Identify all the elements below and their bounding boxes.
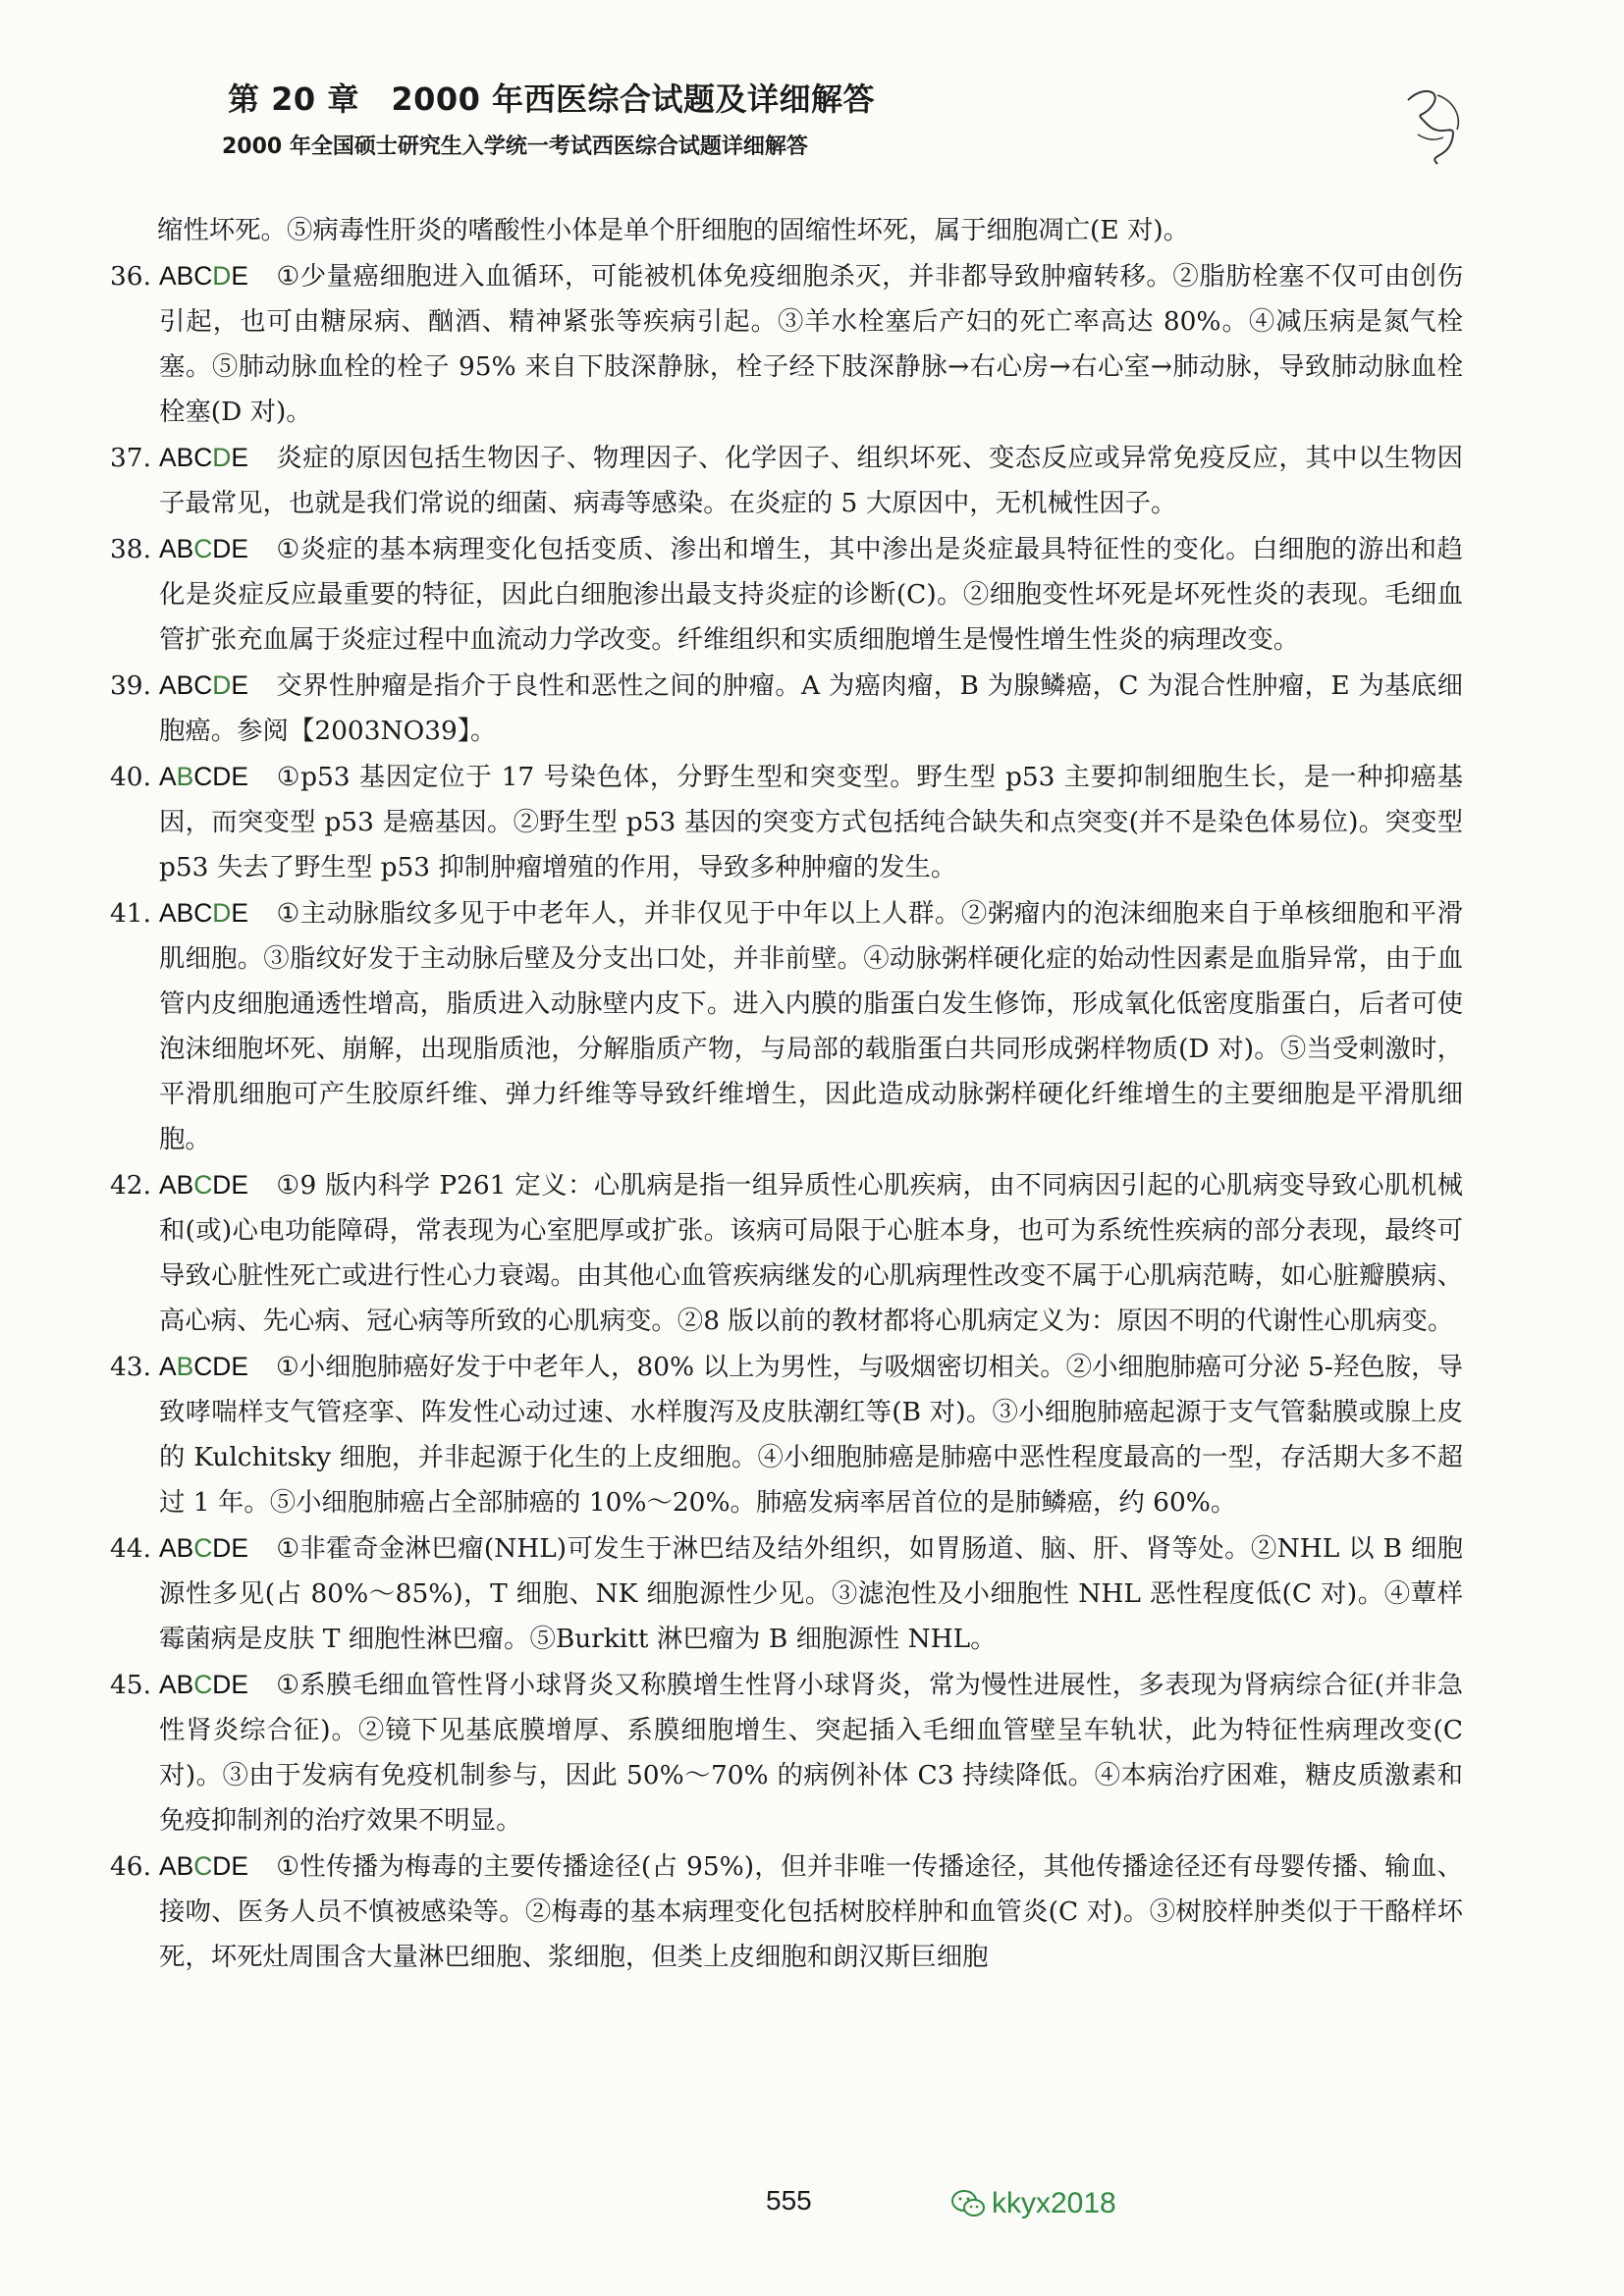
page-header bbox=[222, 75, 1406, 160]
option-letter: E bbox=[231, 670, 248, 700]
option-letter: A bbox=[159, 670, 177, 700]
answer-entry bbox=[110, 1662, 1463, 1843]
question-number: 45. bbox=[110, 1670, 151, 1700]
answer-options bbox=[159, 1851, 248, 1881]
answer-entry bbox=[110, 253, 1463, 435]
option-letter: C bbox=[193, 762, 213, 791]
option-letter: E bbox=[231, 1670, 248, 1699]
option-letter: A bbox=[159, 1352, 177, 1381]
correct-option: B bbox=[176, 1352, 194, 1381]
question-number: 43. bbox=[110, 1352, 151, 1382]
question-number: 40. bbox=[110, 762, 151, 792]
option-letter: E bbox=[231, 534, 248, 563]
answer-options bbox=[159, 443, 248, 472]
option-letter: B bbox=[176, 1170, 194, 1200]
question-number: 39. bbox=[110, 670, 151, 701]
answer-options bbox=[159, 1670, 248, 1699]
option-letter: A bbox=[159, 762, 177, 791]
question-number: 44. bbox=[110, 1533, 151, 1564]
option-letter: A bbox=[159, 1670, 177, 1699]
chapter-title: 第 20 章 2000 年西医综合试题及详细解答 bbox=[228, 80, 876, 118]
exam-subtitle: 2000 年全国硕士研究生入学统一考试西医综合试题详细解答 bbox=[222, 134, 808, 159]
answer-entry bbox=[110, 435, 1463, 526]
explanation-text: 交界性肿瘤是指介于良性和恶性之间的肿瘤。A 为癌肉瘤，B 为腺鳞癌，C 为混合性肿瘤，E 为基底细胞癌。参阅【2003NO39】。 bbox=[159, 670, 1463, 746]
correct-option: C bbox=[193, 1170, 213, 1200]
option-letter: D bbox=[212, 762, 232, 791]
explanation-text: ①炎症的基本病理变化包括变质、渗出和增生，其中渗出是炎症最具特征性的变化。白细胞的游出和趋化是炎症反应最重要的特征，因此白细胞渗出最支持炎症的诊断(C)。②细胞变性坏死是坏死性炎的表现。毛细血管扩张充血属于炎症过程中血流动力学改变。纤维组织和实质细胞增生是慢性增生性炎的病理改变。 bbox=[159, 534, 1463, 655]
question-number: 46. bbox=[110, 1851, 151, 1882]
wechat-icon bbox=[950, 2189, 986, 2218]
option-letter: D bbox=[212, 1533, 232, 1563]
option-letter: B bbox=[176, 1533, 194, 1563]
answer-options bbox=[159, 534, 248, 563]
explanation-text: 炎症的原因包括生物因子、物理因子、化学因子、组织坏死、变态反应或异常免疫反应，其中以生物因子最常见，也就是我们常说的细菌、病毒等感染。在炎症的 5 大原因中，无机械性因子。 bbox=[159, 443, 1463, 518]
explanation-text: ①少量癌细胞进入血循环，可能被机体免疫细胞杀灭，并非都导致肿瘤转移。②脂肪栓塞不仅可由创伤引起，也可由糖尿病、酗酒、精神紧张等疾病引起。③羊水栓塞后产妇的死亡率高达 80%。④减压病是氮气栓塞。⑤肺动脉血栓的栓子 95% 来自下肢深静脉，栓子经下肢深静脉→右心房→右心室→肺动脉，导致肺动脉血栓栓塞(D 对)。 bbox=[159, 261, 1463, 427]
option-letter: D bbox=[212, 1352, 232, 1381]
option-letter: E bbox=[231, 1851, 248, 1881]
correct-option: D bbox=[212, 261, 232, 291]
option-letter: D bbox=[212, 1170, 232, 1200]
correct-option: C bbox=[193, 1533, 213, 1563]
question-number: 38. bbox=[110, 534, 151, 564]
correct-option: D bbox=[212, 670, 232, 700]
continuation-text bbox=[110, 208, 1463, 253]
option-letter: C bbox=[193, 670, 213, 700]
option-letter: B bbox=[176, 534, 194, 563]
option-letter: C bbox=[193, 261, 213, 291]
watermark-text: kkyx2018 bbox=[992, 2187, 1116, 2219]
option-letter: D bbox=[212, 1670, 232, 1699]
option-letter: A bbox=[159, 261, 177, 291]
explanation-text: ①主动脉脂纹多见于中老年人，并非仅见于中年以上人群。②粥瘤内的泡沫细胞来自于单核细胞和平滑肌细胞。③脂纹好发于主动脉后壁及分支出口处，并非前壁。④动脉粥样硬化症的始动性因素是血脂异常，由于血管内皮细胞通透性增高，脂质进入动脉壁内皮下。进入内膜的脂蛋白发生修饰，形成氧化低密度脂蛋白，后者可使泡沫细胞坏死、崩解，出现脂质池，分解脂质产物，与局部的载脂蛋白共同形成粥样物质(D 对)。⑤当受刺激时，平滑肌细胞可产生胶原纤维、弹力纤维等导致纤维增生，因此造成动脉粥样硬化纤维增生的主要细胞是平滑肌细胞。 bbox=[159, 898, 1463, 1154]
answer-options bbox=[159, 898, 248, 928]
answer-options bbox=[159, 261, 248, 291]
option-letter: E bbox=[231, 1352, 248, 1381]
answer-options bbox=[159, 1352, 248, 1381]
answer-entry bbox=[110, 1162, 1463, 1344]
correct-option: C bbox=[193, 534, 213, 563]
question-number: 41. bbox=[110, 898, 151, 929]
correct-option: D bbox=[212, 898, 232, 928]
answer-entry bbox=[110, 754, 1463, 890]
option-letter: A bbox=[159, 898, 177, 928]
logo-doodle-icon bbox=[1398, 80, 1477, 169]
continuation-body: 缩性坏死。⑤病毒性肝炎的嗜酸性小体是单个肝细胞的固缩性坏死，属于细胞凋亡(E 对)。 bbox=[157, 215, 1190, 245]
option-letter: A bbox=[159, 1533, 177, 1563]
correct-option: C bbox=[193, 1851, 213, 1881]
option-letter: E bbox=[231, 261, 248, 291]
explanation-text: ①性传播为梅毒的主要传播途径(占 95%)，但并非唯一传播途径，其他传播途径还有母婴传播、输血、接吻、医务人员不慎被感染等。②梅毒的基本病理变化包括树胶样肿和血管炎(C 对)。③树胶样肿类似于干酪样坏死，坏死灶周围含大量淋巴细胞、浆细胞，但类上皮细胞和朗汉斯巨细胞 bbox=[159, 1851, 1463, 1972]
option-letter: E bbox=[231, 443, 248, 472]
option-letter: C bbox=[193, 443, 213, 472]
question-number: 42. bbox=[110, 1170, 151, 1201]
explanation-text: ①p53 基因定位于 17 号染色体，分野生型和突变型。野生型 p53 主要抑制细胞生长，是一种抑癌基因，而突变型 p53 是癌基因。②野生型 p53 基因的突变方式包括纯合缺失和点突变(并不是染色体易位)。突变型 p53 失去了野生型 p53 抑制肿瘤增殖的作用，导致多种肿瘤的发生。 bbox=[159, 762, 1463, 882]
option-letter: B bbox=[176, 261, 194, 291]
option-letter: A bbox=[159, 1851, 177, 1881]
answer-entry bbox=[110, 526, 1463, 663]
option-letter: D bbox=[212, 534, 232, 563]
correct-option: D bbox=[212, 443, 232, 472]
option-letter: C bbox=[193, 898, 213, 928]
correct-option: B bbox=[176, 762, 194, 791]
explanation-text: ①系膜毛细血管性肾小球肾炎又称膜增生性肾小球肾炎，常为慢性进展性，多表现为肾病综合征(并非急性肾炎综合征)。②镜下见基底膜增厚、系膜细胞增生、突起插入毛细血管壁呈车轨状，此为特征性病理改变(C 对)。③由于发病有免疫机制参与，因此 50%～70% 的病例补体 C3 持续降低。④本病治疗困难，糖皮质激素和免疫抑制剂的治疗效果不明显。 bbox=[159, 1670, 1463, 1836]
option-letter: B bbox=[176, 1851, 194, 1881]
answer-entry bbox=[110, 663, 1463, 754]
question-number: 37. bbox=[110, 443, 151, 473]
answer-entry bbox=[110, 1843, 1463, 1980]
explanation-text: ①小细胞肺癌好发于中老年人，80% 以上为男性，与吸烟密切相关。②小细胞肺癌可分泌 5-羟色胺，导致哮喘样支气管痉挛、阵发性心动过速、水样腹泻及皮肤潮红等(B 对)。③小细胞肺癌起源于支气管黏膜或腺上皮的 Kulchitsky 细胞，并非起源于化生的上皮细胞。④小细胞肺癌是肺癌中恶性程度最高的一型，存活期大多不超过 1 年。⑤小细胞肺癌占全部肺癌的 10%～20%。肺癌发病率居首位的是肺鳞癌，约 60%。 bbox=[159, 1352, 1463, 1518]
option-letter: A bbox=[159, 443, 177, 472]
option-letter: B bbox=[176, 898, 194, 928]
answer-options bbox=[159, 762, 248, 791]
question-number: 36. bbox=[110, 261, 151, 292]
answer-entry bbox=[110, 890, 1463, 1162]
option-letter: C bbox=[193, 1352, 213, 1381]
answer-options bbox=[159, 1533, 248, 1563]
answer-options bbox=[159, 670, 248, 700]
option-letter: B bbox=[176, 443, 194, 472]
explanation-text: ①9 版内科学 P261 定义：心肌病是指一组异质性心肌疾病，由不同病因引起的心肌病变导致心肌机械和(或)心电功能障碍，常表现为心室肥厚或扩张。该病可局限于心脏本身，也可为系统性疾病的部分表现，最终可导致心脏性死亡或进行性心力衰竭。由其他心血管疾病继发的心肌病理性改变不属于心肌病范畴，如心脏瓣膜病、高心病、先心病、冠心病等所致的心肌病变。②8 版以前的教材都将心肌病定义为：原因不明的代谢性心肌病变。 bbox=[159, 1170, 1463, 1336]
option-letter: E bbox=[231, 898, 248, 928]
option-letter: E bbox=[231, 1170, 248, 1200]
option-letter: E bbox=[231, 1533, 248, 1563]
answer-entry bbox=[110, 1344, 1463, 1525]
correct-option: C bbox=[193, 1670, 213, 1699]
option-letter: E bbox=[231, 762, 248, 791]
answer-content bbox=[110, 208, 1463, 1980]
answer-entry bbox=[110, 1525, 1463, 1662]
page-number: 555 bbox=[766, 2185, 812, 2216]
option-letter: D bbox=[212, 1851, 232, 1881]
answer-options bbox=[159, 1170, 248, 1200]
option-letter: B bbox=[176, 1670, 194, 1699]
explanation-text: ①非霍奇金淋巴瘤(NHL)可发生于淋巴结及结外组织，如胃肠道、脑、肝、肾等处。②NHL 以 B 细胞源性多见(占 80%～85%)，T 细胞、NK 细胞源性少见。③滤泡性及小细胞性 NHL 恶性程度低(C 对)。④蕈样霉菌病是皮肤 T 细胞性淋巴瘤。⑤Burkitt 淋巴瘤为 B 细胞源性 NHL。 bbox=[159, 1533, 1463, 1654]
option-letter: B bbox=[176, 670, 194, 700]
watermark bbox=[950, 2187, 1116, 2220]
option-letter: A bbox=[159, 1170, 177, 1200]
option-letter: A bbox=[159, 534, 177, 563]
